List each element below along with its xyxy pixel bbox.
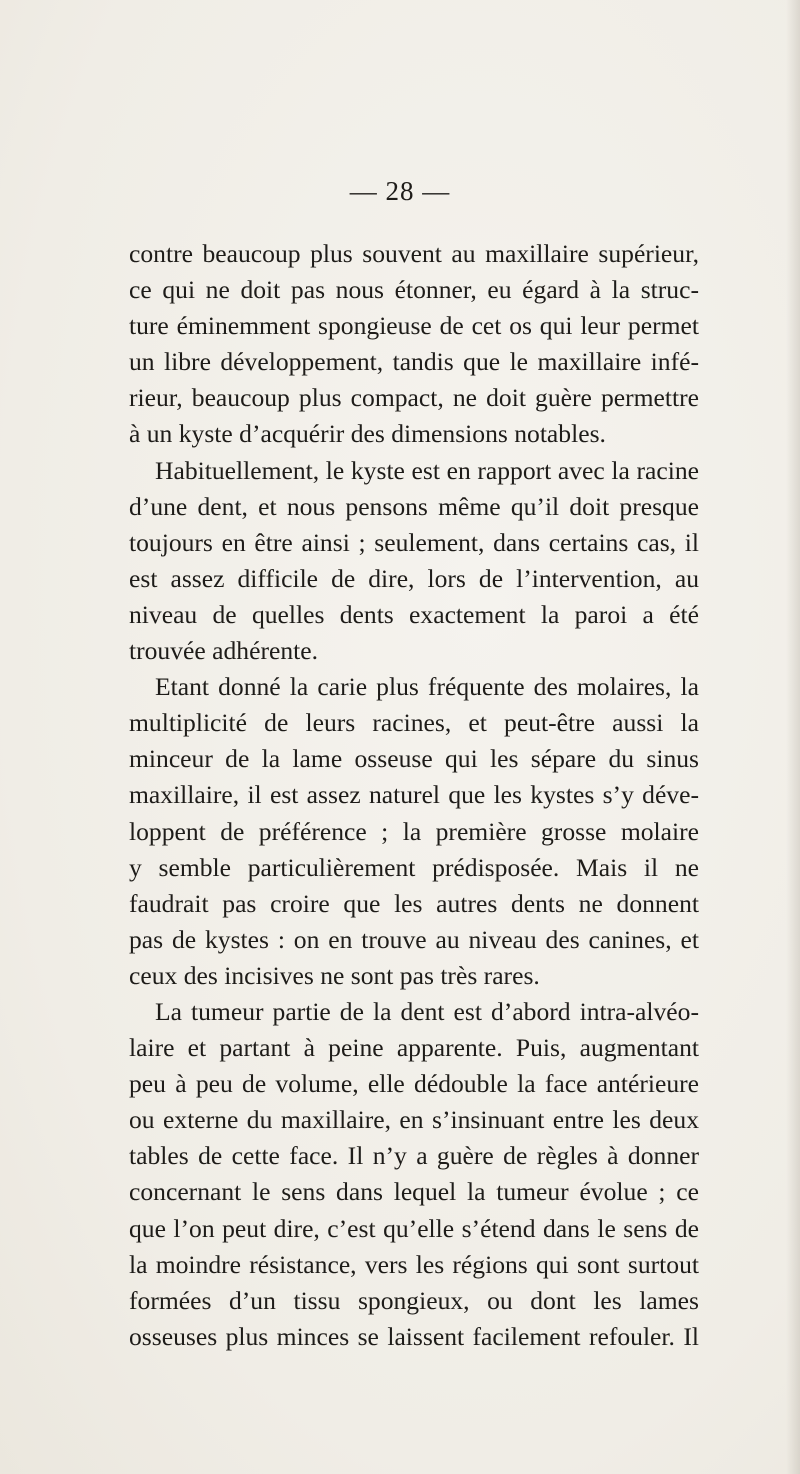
text-line: concernant le sens dans lequel la tumeur évolue ; ce — [129, 1177, 699, 1207]
text-line: faudrait pas croire que les autres dents ne donnent — [129, 888, 699, 918]
text-line: trouvée adhérente. — [129, 636, 319, 666]
text-line: la moindre résistance, vers les régions qui sont surtout — [129, 1249, 699, 1279]
text-line: formées d’un tissu spongieux, ou dont les lames — [129, 1285, 699, 1315]
text-line: niveau de quelles dents exactement la paroi a été — [129, 599, 699, 629]
body-text — [129, 236, 699, 1355]
text-line: peu à peu de volume, elle dédouble la face antérieure — [129, 1069, 699, 1099]
text-line: ce qui ne doit pas nous étonner, eu égard à la struc- — [129, 275, 699, 305]
text-line: toujours en être ainsi ; seulement, dans certains cas, il — [129, 527, 699, 557]
text-line: y semble particulièrement prédisposée. Mais il ne — [129, 852, 699, 882]
text-line: pas de kystes : on en trouve au niveau des canines, et — [129, 924, 699, 954]
paragraph-start-line: La tumeur partie de la dent est d’abord intra-alvéo- — [155, 996, 699, 1026]
text-line: multiplicité de leurs racines, et peut-être aussi la — [129, 708, 699, 738]
text-line: minceur de la lame osseuse qui les sépare du sinus — [129, 744, 699, 774]
text-line: rieur, beaucoup plus compact, ne doit guère permettre — [129, 383, 699, 413]
text-line: un libre développement, tandis que le maxillaire infé- — [129, 347, 699, 377]
text-line: ceux des incisives ne sont pas très rares. — [129, 960, 540, 990]
text-line: ou externe du maxillaire, en s’insinuant entre les deux — [129, 1105, 699, 1135]
text-line: que l’on peut dire, c’est qu’elle s’étend dans le sens de — [129, 1213, 699, 1243]
text-line: osseuses plus minces se laissent facilement refouler. Il — [129, 1321, 699, 1351]
text-line: tables de cette face. Il n’y a guère de règles à donner — [129, 1141, 699, 1171]
page-number: — 28 — — [349, 176, 451, 206]
paragraph-start-line: Habituellement, le kyste est en rapport avec la racine — [155, 455, 699, 485]
page-edge-shadow — [786, 0, 800, 1474]
text-line: d’une dent, et nous pensons même qu’il doit presque — [129, 491, 699, 521]
paragraph-start-line: Etant donné la carie plus fréquente des molaires, la — [155, 672, 699, 702]
text-line: contre beaucoup plus souvent au maxillaire supérieur, — [129, 239, 699, 268]
text-line: est assez difficile de dire, lors de l’intervention, au — [129, 563, 699, 593]
text-line: maxillaire, il est assez naturel que les kystes s’y déve- — [129, 780, 699, 810]
text-line: loppent de préférence ; la première grosse molaire — [129, 816, 699, 846]
text-line: laire et partant à peine apparente. Puis, augmentant — [129, 1033, 699, 1063]
text-line: ture éminemment spongieuse de cet os qui leur permet — [129, 311, 699, 341]
text-line: à un kyste d’acquérir des dimensions notables. — [129, 419, 606, 449]
